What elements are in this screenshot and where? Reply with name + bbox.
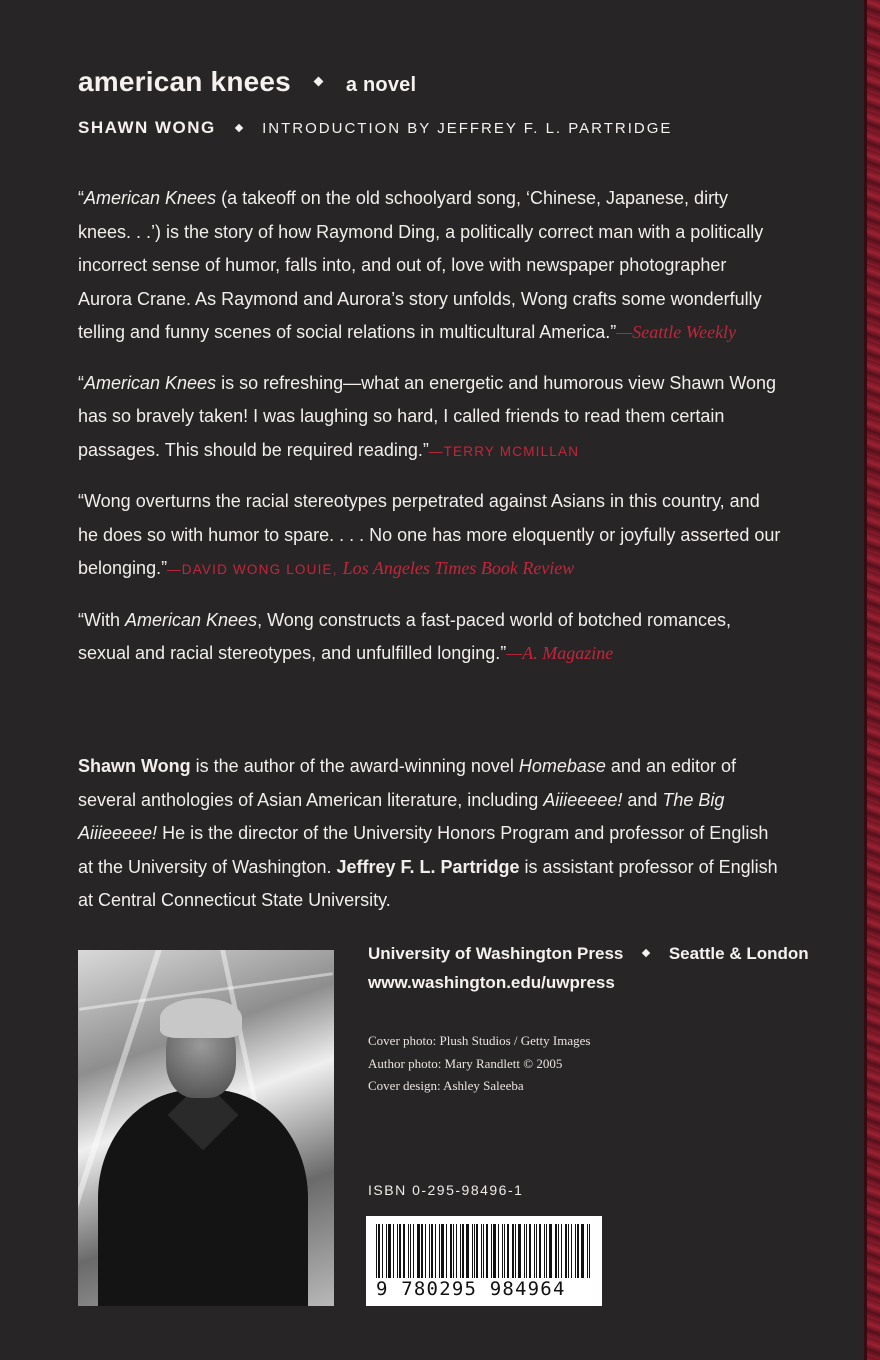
barcode-bar	[450, 1224, 452, 1278]
bio-intro-name: Jeffrey F. L. Partridge	[336, 856, 520, 877]
barcode-bar	[515, 1224, 516, 1278]
publisher-location: Seattle & London	[668, 944, 809, 963]
barcode-bar	[399, 1224, 401, 1278]
barcode-bar	[539, 1224, 541, 1278]
review-quote: “American Knees is so refreshing—what an energetic and humorous view Shawn Wong has so bravely taken! I was laughing so hard, I called friends to read them certain passages. This should be required reading.”—TERRY MCMILLAN	[78, 372, 777, 460]
barcode-bar	[561, 1224, 562, 1278]
barcode-bar	[378, 1224, 380, 1278]
review-quote: “Wong overturns the racial stereotypes perpetrated against Asians in this country, and he does so with humor to spare. . . . No one has more eloquently or joyfully asserted our belonging.”—DAVID WONG LOUIE, Los Angeles Times Book Review	[78, 491, 781, 578]
barcode-bar	[462, 1224, 464, 1278]
barcode-bar	[491, 1224, 492, 1278]
barcode-bar	[589, 1224, 590, 1278]
barcode-bar	[421, 1224, 423, 1278]
barcode-bar	[504, 1224, 505, 1278]
barcode-bar	[382, 1224, 383, 1278]
barcode-bar	[476, 1224, 478, 1278]
barcode-bar	[453, 1224, 454, 1278]
barcode-bar	[558, 1224, 559, 1278]
barcode-bar	[546, 1224, 547, 1278]
barcode-bar	[512, 1224, 514, 1278]
diamond-separator-icon	[313, 77, 323, 87]
review-attribution: —TERRY MCMILLAN	[428, 443, 580, 459]
barcode-bar	[425, 1224, 426, 1278]
review-quote: “American Knees (a takeoff on the old schoolyard song, ‘Chinese, Japanese, dirty knees. . .’) is the story of how Raymond Ding, a politically correct man with a politically incorrect sense of humor, falls into, and out of, love with newspaper photographer Aurora Crane. As Raymond and Aurora’s story unfolds, Wong crafts some wonderfully telling and funny scenes of social relations in multicultural America.”—Seattle Weekly	[78, 188, 764, 342]
author-photo	[78, 950, 334, 1306]
barcode-bar	[571, 1224, 572, 1278]
barcode-bar	[446, 1224, 447, 1278]
barcode-bar	[498, 1224, 499, 1278]
barcode-digits: 9 780295 984964	[376, 1278, 566, 1300]
book-subtitle: a novel	[345, 74, 417, 96]
barcode-bar	[502, 1224, 503, 1278]
publisher-url[interactable]: www.washington.edu/uwpress	[368, 973, 615, 992]
barcode-bar	[388, 1224, 391, 1278]
barcode-bar	[472, 1224, 473, 1278]
barcode-bar	[549, 1224, 552, 1278]
review-quote: “With American Knees, Wong constructs a fast-paced world of botched romances, sexual and racial stereotypes, and unfulfilled longing.”—A. Magazine	[78, 609, 731, 663]
barcode-bar	[575, 1224, 576, 1278]
barcode-bar	[466, 1224, 469, 1278]
spine-edge	[864, 0, 880, 1360]
author-name: SHAWN WONG	[78, 118, 216, 137]
barcode-bar	[524, 1224, 525, 1278]
barcode-bar	[403, 1224, 405, 1278]
barcode-bar	[568, 1224, 569, 1278]
barcode-bar	[493, 1224, 496, 1278]
isbn-number: ISBN 0-295-98496-1	[368, 1182, 524, 1198]
barcode-bar	[587, 1224, 588, 1278]
diamond-separator-icon	[235, 123, 243, 131]
barcode-bar	[417, 1224, 420, 1278]
diamond-separator-icon	[642, 949, 650, 957]
book-title: american knees	[78, 66, 291, 97]
barcode	[366, 1216, 602, 1306]
barcode-bar	[408, 1224, 409, 1278]
barcode-bar	[441, 1224, 444, 1278]
title-row	[78, 66, 416, 98]
review-attribution: —A. Magazine	[506, 643, 614, 663]
barcode-bar	[529, 1224, 531, 1278]
barcode-bar	[526, 1224, 527, 1278]
barcode-bar	[413, 1224, 414, 1278]
barcode-bar	[410, 1224, 411, 1278]
publisher-info	[368, 944, 809, 993]
barcode-bars	[376, 1224, 592, 1278]
barcode-bar	[393, 1224, 394, 1278]
barcode-bar	[536, 1224, 537, 1278]
barcode-bar	[386, 1224, 387, 1278]
cover-credits	[368, 1030, 590, 1098]
barcode-bar	[481, 1224, 482, 1278]
barcode-bar	[439, 1224, 440, 1278]
credit-line: Author photo: Mary Randlett © 2005	[368, 1055, 563, 1071]
book-title-italic: American Knees	[84, 188, 217, 208]
author-bio: Shawn Wong is the author of the award-winning novel Homebase and an editor of several anthologies of Asian American literature, including Aiiieeeee! and The Big Aiiieeeee! He is the director of the University Honors Program and professor of English at the University of Washington. Jeffrey F. L. Partridge is assistant professor of English at Central Connecticut State University.	[78, 756, 778, 910]
barcode-bar	[565, 1224, 567, 1278]
review-quotes	[78, 182, 783, 688]
barcode-bar	[577, 1224, 579, 1278]
review-attribution: —Seattle Weekly	[616, 322, 737, 342]
barcode-bar	[507, 1224, 509, 1278]
barcode-bar	[376, 1224, 377, 1278]
barcode-bar	[544, 1224, 545, 1278]
introduction-credit: INTRODUCTION BY JEFFREY F. L. PARTRIDGE	[262, 120, 673, 137]
barcode-bar	[435, 1224, 436, 1278]
barcode-bar	[555, 1224, 557, 1278]
book-title-italic: American Knees	[84, 372, 217, 393]
barcode-bar	[431, 1224, 433, 1278]
barcode-bar	[534, 1224, 535, 1278]
author-row	[78, 118, 672, 138]
barcode-bar	[483, 1224, 484, 1278]
barcode-bar	[518, 1224, 521, 1278]
credit-line: Cover photo: Plush Studios / Getty Images	[368, 1033, 591, 1048]
publisher-name: University of Washington Press	[368, 944, 624, 963]
review-publication: Los Angeles Times Book Review	[342, 558, 575, 578]
barcode-bar	[456, 1224, 457, 1278]
barcode-bar	[474, 1224, 475, 1278]
barcode-bar	[486, 1224, 488, 1278]
review-attribution: —DAVID WONG LOUIE,	[167, 562, 343, 577]
barcode-bar	[460, 1224, 461, 1278]
bio-author-name: Shawn Wong	[78, 756, 191, 776]
barcode-bar	[429, 1224, 430, 1278]
book-title-italic: American Knees	[125, 609, 258, 630]
barcode-bar	[581, 1224, 584, 1278]
barcode-bar	[397, 1224, 398, 1278]
credit-line: Cover design: Ashley Saleeba	[368, 1078, 524, 1093]
